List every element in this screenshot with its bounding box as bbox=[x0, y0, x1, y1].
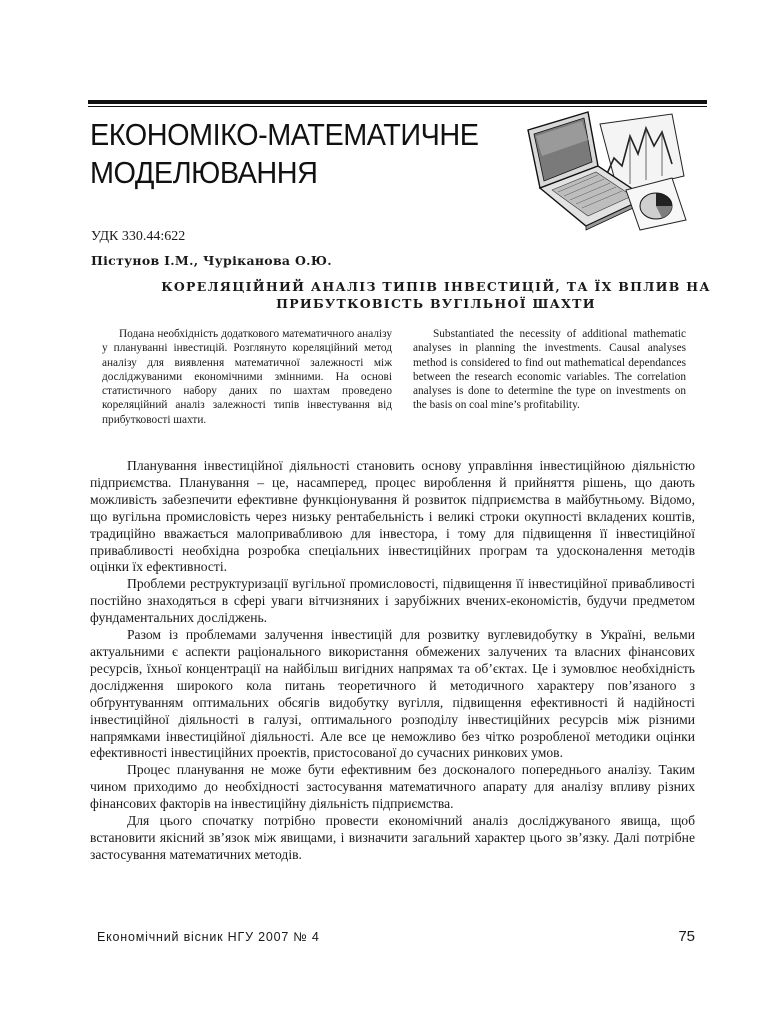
abstract-english: Substantiated the necessity of additional mathematic analyses in planning the investments. Causal analyses method is considered to find out mathematical dependances between the research economic variables. The correlation analyses is done to determine the type on investments on the basis on coal mine’s profitability. bbox=[413, 328, 686, 412]
body-paragraph: Разом із проблемами залучення інвестицій для розвитку вуглевидобутку в Україні, вельми актуальними є аспекти раціонального використання обмежених залучених та власних фінансових ресурсів, їхньої концентрації на найбільш вигідних напрямах та об’єктах. Це і зумовлює необхідність дослідження широкого кола питань теоретичного й методичного характеру пов’язаного з обґрунтуванням оптимальних обсягів видобутку вугілля, підвищення ефективності й надійності інвестиційної діяльності в галузі, оптимального розподілу інвестиційних ресурсів між різними напрямками інвестиційної діяльності. Але все це неможливо без чітко розробленої методики оцінки ефективності інвестиційних проектів, пристосованої до сучасних ринкових умов. bbox=[90, 627, 695, 761]
footer-journal-title: Економічний вісник НГУ 2007 № 4 bbox=[97, 930, 320, 944]
abstract-ukrainian: Подана необхідність додаткового математичного аналізу у плануванні інвестицій. Розглянуто кореляційний метод аналізу для виявлення математичної залежності між досліджуваними економічними змінними. На основі статистичного набору даних по шахтам проведено кореляційний аналіз залежності типів інвестування від прибутковості шахти. bbox=[102, 328, 392, 426]
section-title bbox=[90, 116, 490, 192]
body-paragraph: Процес планування не може бути ефективним без досконалого попереднього аналізу. Таким чином приходимо до необхідності застосування математичного апарату для аналізу впливу різних фінансових факторів на інвестиційну діяльність підприємства. bbox=[90, 762, 695, 812]
body-paragraph: Проблеми реструктуризації вугільної промисловості, підвищення її інвестиційної привабливості постійно знаходяться в сфері уваги вітчизняних і зарубіжних вчених-економістів, будучи предметом фундаментальних досліджень. bbox=[90, 576, 695, 626]
laptop-with-charts-illustration bbox=[522, 106, 690, 232]
authors: Пістунов І.М., Чуріканова О.Ю. bbox=[91, 253, 332, 268]
section-title-line2: МОДЕЛЮВАННЯ bbox=[90, 155, 318, 190]
body-paragraph: Планування інвестиційної діяльності становить основу управління інвестиційною діяльністю підприємства. Планування – це, насамперед, процес вироблення й прийняття рішень, що дають можливість забезпечити ефективне функціонування й розвиток підприємства в майбутньому. Відомо, що вугільна промисловість через низьку рентабельність і великі строки окупності вкладених коштів, традиційно вважається малопривабливою для інвестора, і тому для підвищення її інвестиційної привабливості необхідна розробка спеціальних інвестиційних програм та удосконалення методів оцінки їх ефективності. bbox=[90, 458, 695, 575]
header-rule-thick bbox=[88, 100, 707, 104]
body-paragraph: Для цього спочатку потрібно провести економічний аналіз досліджуваного явища, щоб встановити якісний зв’язок між явищами, і визначити загальний характер цього зв’язку. Далі потрібне застосування математичних методів. bbox=[90, 813, 695, 862]
page-number: 75 bbox=[678, 928, 695, 945]
article-title-line1: КОРЕЛЯЦІЙНИЙ АНАЛІЗ ТИПІВ ІНВЕСТИЦІЙ, ТА ЇХ ВПЛИВ НА bbox=[161, 279, 711, 294]
article-body bbox=[90, 458, 695, 864]
article-title-line2: ПРИБУТКОВІСТЬ ВУГІЛЬНОЇ ШАХТИ bbox=[276, 296, 596, 311]
article-title bbox=[96, 278, 768, 312]
udc-code: УДК 330.44:622 bbox=[91, 229, 186, 244]
section-title-line1: ЕКОНОМІКО-МАТЕМАТИЧНЕ bbox=[90, 117, 479, 152]
